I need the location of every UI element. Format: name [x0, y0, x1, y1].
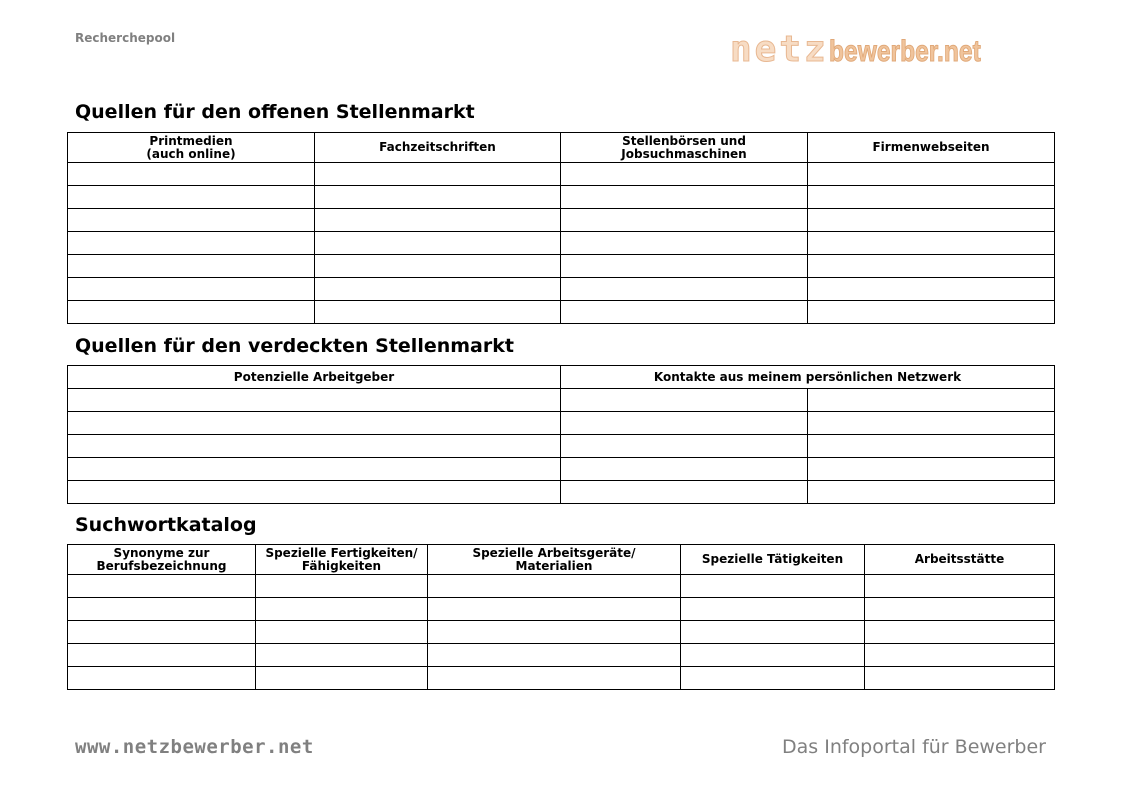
open-market-rows	[68, 163, 1055, 324]
table-cell[interactable]	[808, 255, 1055, 278]
section-label: Recherchepool	[75, 31, 176, 45]
table-cell[interactable]	[68, 575, 256, 598]
keyword-catalog-table	[67, 544, 1055, 690]
table-cell[interactable]	[865, 644, 1055, 667]
table-cell[interactable]	[561, 389, 808, 412]
table-cell[interactable]	[428, 667, 681, 690]
table-cell[interactable]	[808, 209, 1055, 232]
table-cell[interactable]	[68, 435, 561, 458]
table-cell[interactable]	[561, 458, 808, 481]
table-cell[interactable]	[561, 481, 808, 504]
table-cell[interactable]	[561, 278, 808, 301]
table-cell[interactable]	[561, 163, 808, 186]
table-row	[68, 598, 1055, 621]
table-cell[interactable]	[808, 186, 1055, 209]
table-cell[interactable]	[315, 163, 561, 186]
open-market-title: Quellen für den offenen Stellenmarkt	[75, 101, 475, 123]
table-cell[interactable]	[256, 644, 428, 667]
table-row	[68, 389, 1055, 412]
table-cell[interactable]	[68, 255, 315, 278]
table-header-row	[68, 133, 1055, 163]
table-cell[interactable]	[68, 667, 256, 690]
table-row	[68, 278, 1055, 301]
column-header: Spezielle Fertigkeiten/ Fähigkeiten	[256, 545, 428, 575]
table-cell[interactable]	[428, 644, 681, 667]
table-cell[interactable]	[865, 575, 1055, 598]
table-cell[interactable]	[561, 301, 808, 324]
table-cell[interactable]	[808, 389, 1055, 412]
table-cell[interactable]	[315, 255, 561, 278]
table-row	[68, 301, 1055, 324]
table-cell[interactable]	[68, 186, 315, 209]
table-row	[68, 481, 1055, 504]
table-cell[interactable]	[808, 301, 1055, 324]
table-cell[interactable]	[68, 163, 315, 186]
table-cell[interactable]	[865, 621, 1055, 644]
hidden-market-table	[67, 365, 1055, 504]
table-header-row	[68, 545, 1055, 575]
keyword-catalog-rows	[68, 575, 1055, 690]
hidden-market-title: Quellen für den verdeckten Stellenmarkt	[75, 335, 514, 357]
table-cell[interactable]	[808, 232, 1055, 255]
brand-logo	[730, 30, 1014, 70]
table-cell[interactable]	[681, 667, 865, 690]
logo-netz-text: netz	[730, 29, 829, 70]
table-cell[interactable]	[315, 209, 561, 232]
table-cell[interactable]	[68, 598, 256, 621]
table-cell[interactable]	[428, 575, 681, 598]
table-cell[interactable]	[561, 186, 808, 209]
column-header: Arbeitsstätte	[865, 545, 1055, 575]
table-cell[interactable]	[256, 621, 428, 644]
table-cell[interactable]	[68, 278, 315, 301]
table-cell[interactable]	[256, 667, 428, 690]
table-cell[interactable]	[68, 481, 561, 504]
table-cell[interactable]	[681, 575, 865, 598]
table-cell[interactable]	[681, 621, 865, 644]
table-row	[68, 186, 1055, 209]
table-cell[interactable]	[561, 435, 808, 458]
table-row	[68, 412, 1055, 435]
table-cell[interactable]	[561, 209, 808, 232]
table-cell[interactable]	[808, 435, 1055, 458]
column-header: Potenzielle Arbeitgeber	[68, 366, 561, 389]
table-cell[interactable]	[315, 301, 561, 324]
hidden-market-rows	[68, 389, 1055, 504]
table-cell[interactable]	[68, 621, 256, 644]
column-header: Spezielle Tätigkeiten	[681, 545, 865, 575]
table-row	[68, 621, 1055, 644]
table-row	[68, 644, 1055, 667]
column-header: Stellenbörsen und Jobsuchmaschinen	[561, 133, 808, 163]
table-cell[interactable]	[68, 209, 315, 232]
table-row	[68, 458, 1055, 481]
table-cell[interactable]	[808, 412, 1055, 435]
table-cell[interactable]	[315, 186, 561, 209]
footer-tagline: Das Infoportal für Bewerber	[782, 736, 1046, 758]
table-row	[68, 575, 1055, 598]
column-header: Spezielle Arbeitsgeräte/ Materialien	[428, 545, 681, 575]
table-cell[interactable]	[681, 598, 865, 621]
table-cell[interactable]	[561, 232, 808, 255]
table-cell[interactable]	[68, 644, 256, 667]
keyword-catalog-title: Suchwortkatalog	[75, 514, 257, 536]
column-header: Synonyme zur Berufsbezeichnung	[68, 545, 256, 575]
table-cell[interactable]	[428, 598, 681, 621]
table-cell[interactable]	[865, 667, 1055, 690]
table-cell[interactable]	[68, 412, 561, 435]
table-row	[68, 667, 1055, 690]
table-cell[interactable]	[68, 301, 315, 324]
table-header-row	[68, 366, 1055, 389]
table-cell[interactable]	[68, 458, 561, 481]
column-header: Firmenwebseiten	[808, 133, 1055, 163]
table-row	[68, 232, 1055, 255]
table-cell[interactable]	[561, 255, 808, 278]
table-cell[interactable]	[808, 458, 1055, 481]
table-cell[interactable]	[808, 481, 1055, 504]
table-cell[interactable]	[315, 232, 561, 255]
table-cell[interactable]	[315, 278, 561, 301]
table-cell[interactable]	[808, 278, 1055, 301]
table-cell[interactable]	[256, 575, 428, 598]
logo-bewerber-text: bewerber.net	[828, 35, 981, 68]
table-cell[interactable]	[428, 621, 681, 644]
table-row	[68, 255, 1055, 278]
table-cell[interactable]	[681, 644, 865, 667]
table-row	[68, 435, 1055, 458]
table-cell[interactable]	[68, 389, 561, 412]
table-cell[interactable]	[808, 163, 1055, 186]
column-header: Fachzeitschriften	[315, 133, 561, 163]
table-cell[interactable]	[865, 598, 1055, 621]
table-cell[interactable]	[68, 232, 315, 255]
open-market-table	[67, 132, 1055, 324]
table-cell[interactable]	[561, 412, 808, 435]
table-row	[68, 163, 1055, 186]
footer-url[interactable]: www.netzbewerber.net	[75, 736, 314, 758]
table-cell[interactable]	[256, 598, 428, 621]
column-header: Kontakte aus meinem persönlichen Netzwerk	[561, 366, 1055, 389]
table-row	[68, 209, 1055, 232]
column-header: Printmedien (auch online)	[68, 133, 315, 163]
